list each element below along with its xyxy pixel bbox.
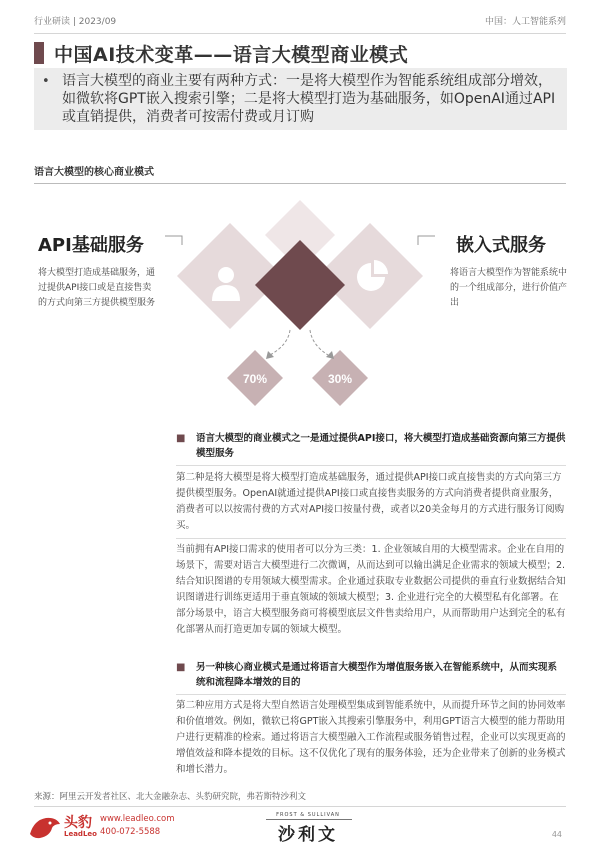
header-left: 行业研读 | 2023/09	[34, 17, 117, 27]
section-divider	[34, 183, 566, 184]
embedded-service-title: 嵌入式服务	[456, 235, 546, 256]
point2-divider	[176, 694, 566, 695]
right-connector-line	[418, 236, 435, 245]
paragraph-3: 第二种应用方式是将大型自然语言处理模型集成到智能系统中，从而提升环节之间的协同效率和价值增效。例如，微软已将GPT嵌入其搜索引擎服务中，利用GPT语言大模型的能力帮助用户进行更精准的检索。通过将语言大模型融入工作流程或服务销售过程，企业可以实现更高的增值效益和降本提效的目标。这不仅优化了现有的服务体验，还为企业带来了创新的业务模式和增长潜力。	[176, 700, 566, 775]
leadleo-logo-icon	[28, 812, 62, 842]
embedded-service-desc: 将语言大模型作为智能系统中的一个组成部分，进行价值产出	[450, 268, 568, 308]
point1-bullet-icon: ■	[176, 433, 186, 444]
left-arrow-head	[266, 351, 274, 359]
frost-sullivan-cn: 沙利文	[278, 825, 338, 845]
point1-heading: 语言大模型的商业模式之一是通过提供API接口，将大模型打造成基础资源向第三方提供模型服务	[196, 433, 566, 459]
left-percentage: 70%	[242, 372, 268, 386]
page-title: 中国AI技术变革——语言大模型商业模式	[54, 44, 409, 66]
right-dashed-arrow	[310, 330, 328, 355]
frost-sullivan-en: FROST & SULLIVAN	[276, 812, 340, 818]
left-dashed-arrow	[270, 330, 290, 355]
center-diamond	[255, 240, 345, 330]
paragraph-2: 当前拥有API接口需求的使用者可以分为三类：1. 企业领域自用的大模型需求。企业在自用的场景下，需要对语言大模型进行二次微调，从而达到可以输出满足企业需求的领域大模型；2.结合知识图谱的专用领域大模型需求。企业通过获取专业数据公司提供的垂直行业数据结合知识图谱进行训练更适用于垂直领域的领域大模型；3. 企业进行完全的大模型私有化部署。在部分场景中，语言大模型服务商可将模型底层文件售卖给用户，从而帮助用户达到完全的私有化部署从而打造更加专属的领域大模型。	[176, 544, 566, 635]
api-service-desc: 将大模型打造成基础服务，通过提供API接口或是直接售卖的方式向第三方提供模型服务	[38, 268, 156, 308]
point1-divider	[176, 465, 566, 466]
website-link[interactable]: www.leadleo.com	[100, 814, 175, 824]
section-heading: 语言大模型的核心商业模式	[34, 167, 154, 178]
right-percentage: 30%	[327, 372, 353, 386]
header-right: 中国：人工智能系列	[484, 17, 566, 27]
leadleo-logo-cn: 头豹	[64, 815, 92, 831]
point2-bullet-icon: ■	[176, 662, 186, 673]
point2-heading: 另一种核心商业模式是通过将语言大模型作为增值服务嵌入在智能系统中，从而实现系统和流程降本增效的目的	[196, 662, 558, 688]
leadleo-logo-en: LeadLeo	[64, 830, 97, 838]
source-note: 来源：阿里云开发者社区、北大金融杂志、头豹研究院，弗若斯特沙利文	[34, 792, 307, 802]
page-number: 44	[551, 830, 562, 839]
api-service-title: API基础服务	[38, 235, 144, 256]
title-accent-bar	[34, 42, 44, 64]
summary-text: 语言大模型的商业主要有两种方式：一是将大模型作为智能系统组成部分增效，如微软将GPT嵌入搜索引擎；二是将大模型打造为基础服务，如OpenAI通过API或直销提供，消费者可按需付费或月订购	[62, 73, 556, 125]
footer-divider	[34, 806, 566, 807]
header-divider	[34, 33, 566, 34]
para1-divider	[176, 538, 566, 539]
phone-number: 400-072-5588	[100, 827, 161, 837]
paragraph-1: 第二种是将大模型是将大模型打造成基础服务，通过提供API接口或直接售卖的方式向第三方提供模型服务。OpenAI就通过提供API接口或直接售卖服务的方式向消费者提供商业服务，消费者可以以按需付费的方式对API接口按量付费，或者以20美金每月的方式进行服务订阅购买。	[176, 472, 565, 531]
left-connector-line	[165, 236, 182, 245]
summary-bullet: •	[42, 74, 50, 89]
